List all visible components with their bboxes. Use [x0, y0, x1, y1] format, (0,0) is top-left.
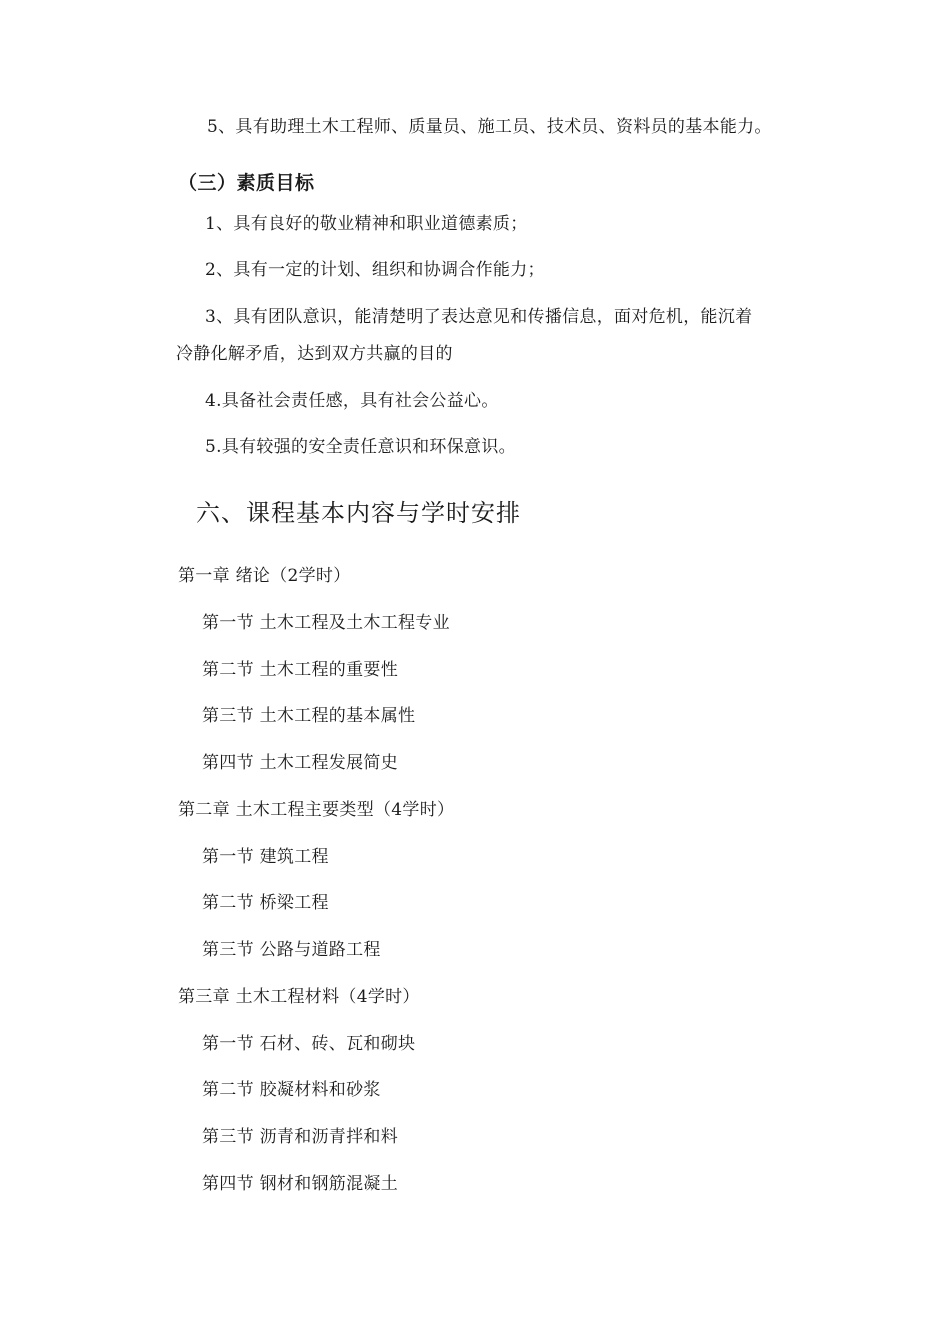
quality-item-2: 2、具有一定的计划、组织和协调合作能力；	[205, 260, 545, 280]
chapter-3-section-1: 第一节 石材、砖、瓦和砌块	[202, 1034, 416, 1054]
quality-item-5: 5.具有较强的安全责任意识和环保意识。	[205, 437, 516, 457]
chapter-1-section-1: 第一节 土木工程及土木工程专业	[202, 613, 450, 633]
quality-item-3-continuation: 冷静化解矛盾，达到双方共赢的目的	[176, 344, 453, 364]
chapter-3-section-4: 第四节 钢材和钢筋混凝土	[202, 1174, 399, 1194]
chapter-1-section-4: 第四节 土木工程发展简史	[202, 753, 399, 773]
chapter-3-section-3: 第三节 沥青和沥青拌和料	[202, 1127, 399, 1147]
quality-item-4: 4.具备社会责任感，具有社会公益心。	[205, 391, 499, 411]
chapter-3-title: 第三章 土木工程材料（4学时）	[178, 987, 420, 1007]
quality-goals-heading: （三）素质目标	[178, 172, 315, 194]
ability-item-5: 5、具有助理土木工程师、质量员、施工员、技术员、资料员的基本能力。	[207, 117, 772, 137]
chapter-2-section-1: 第一节 建筑工程	[202, 847, 329, 867]
chapter-1-section-3: 第三节 土木工程的基本属性	[202, 706, 416, 726]
chapter-2-title: 第二章 土木工程主要类型（4学时）	[178, 800, 455, 820]
chapter-1-section-2: 第二节 土木工程的重要性	[202, 660, 399, 680]
section-six-heading: 六、课程基本内容与学时安排	[196, 499, 521, 527]
chapter-3-section-2: 第二节 胶凝材料和砂浆	[202, 1080, 381, 1100]
chapter-2-section-3: 第三节 公路与道路工程	[202, 940, 381, 960]
quality-item-3: 3、具有团队意识，能清楚明了表达意见和传播信息，面对危机，能沉着	[205, 307, 753, 327]
chapter-1-title: 第一章 绪论（2学时）	[178, 566, 351, 586]
chapter-2-section-2: 第二节 桥梁工程	[202, 893, 329, 913]
quality-item-1: 1、具有良好的敬业精神和职业道德素质；	[205, 214, 528, 234]
